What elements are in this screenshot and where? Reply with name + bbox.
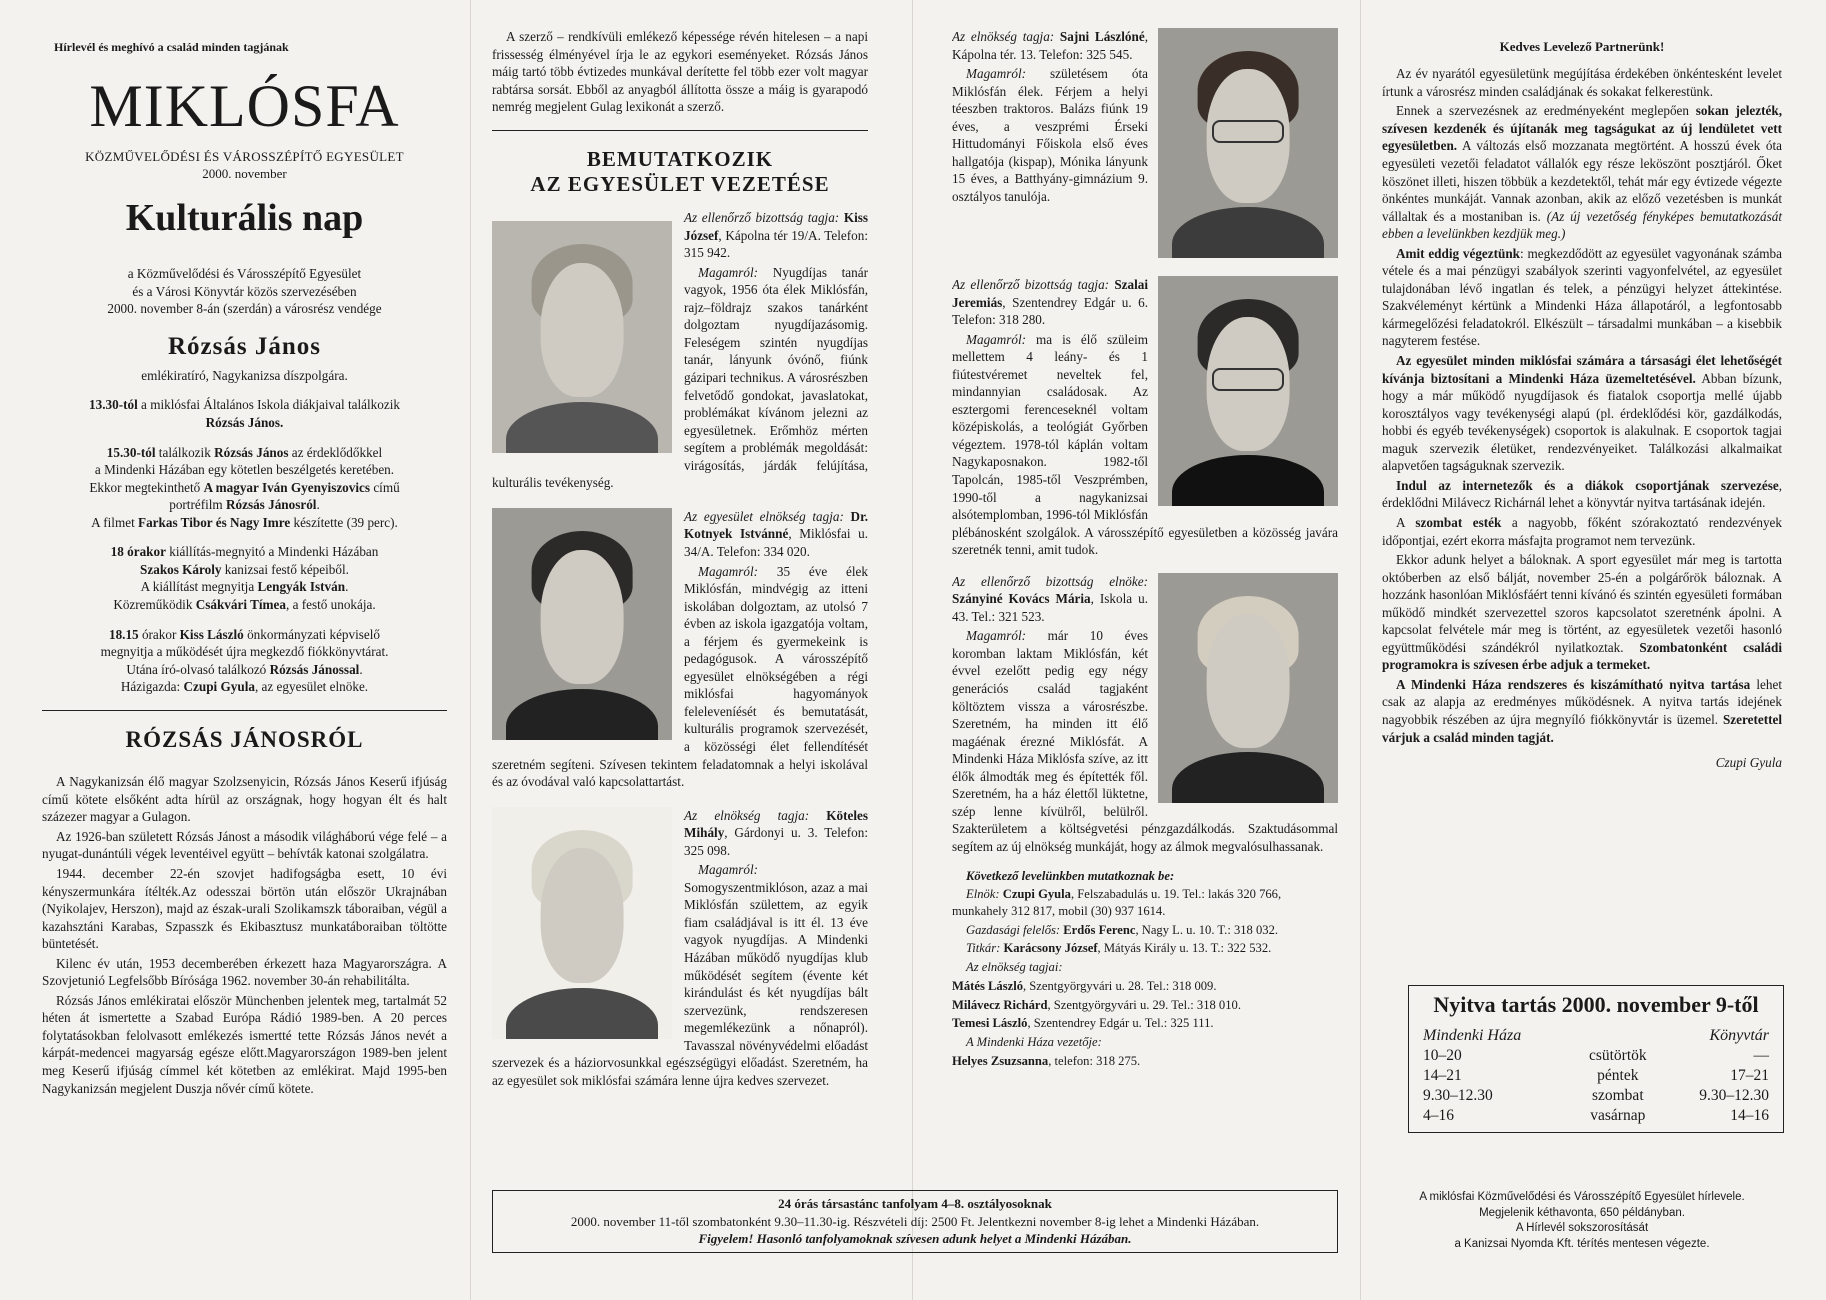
opening-hours-box xyxy=(1408,985,1784,1133)
member-profile: Az ellenőrző bizottság elnöke: Szányiné Kovács Mária, Iskola u. 43. Tel.: 321 523. Magamról: már 10 éves koromban laktam Miklósfán, két évvel ezelőtt pedig egy négy generációs család tagjaként költöztem vissza a városrészbe. Szeretném, ha minden itt élő magáénak érezné Miklósfát. A Mindenki Háza Miklósfa szíve, az itt élők álmodták meg és építették fől. Szeretném, ha a ház élettől lüktetne, szép lenne kívülről, belülről. Szakterületem a költségvetési pénzgazdálkodás. Szaktudásommal segítem az új elnökség munkáját, hogy az álmok megvalósulhassanak. xyxy=(952,573,1338,854)
member-photo xyxy=(1158,28,1338,258)
tagline: Hírlevél és meghívó a család minden tagjának xyxy=(54,40,289,54)
fold-line xyxy=(912,0,913,1300)
opening-hours-title: Nyitva tartás 2000. november 9-től xyxy=(1433,992,1759,1017)
table-row: 10–20 csütörtök — xyxy=(1423,1047,1769,1064)
signature: Czupi Gyula xyxy=(1715,755,1782,771)
organization-name: KÖZMŰVELŐDÉSI ÉS VÁROSSZÉPÍTŐ EGYESÜLET xyxy=(85,148,404,164)
about-heading: RÓZSÁS JÁNOSRÓL xyxy=(125,726,364,752)
program-item: 18.15 órakor Kiss László önkormányzati képviselő megnyitja a működését újra megkezdő fiókkönyvtárat. Utána író-olvasó találkozó Rózsás Jánossal. Házigazda: Czupi Gyula, az egyesület elnöke. xyxy=(100,626,389,695)
fold-line xyxy=(1360,0,1361,1300)
table-header: Mindenki Háza Könyvtár xyxy=(1423,1027,1769,1044)
member-photo xyxy=(1158,276,1338,506)
column-board-2 xyxy=(952,28,1338,1072)
member-photo xyxy=(492,508,672,740)
program-item: 13.30-tól a miklósfai Általános Iskola diákjaival találkozik Rózsás János. xyxy=(89,397,400,431)
divider xyxy=(492,130,868,131)
article-continuation: A szerző – rendkívüli emlékező képessége révén hitelesen – a napi frissesség élményével írja le az egykori eseményeket. Rózsás János máig tartó több évtizedes munkával derítette fel több ezer volt magyar rabtársa sorsát. Ebből az anyagból állította össze a máig is gyarapodó nemrég megjelent Gulag lexikonát a szerző. xyxy=(492,29,868,115)
member-profile: Az elnökség tagja: Köteles Mihály, Gárdonyi u. 3. Telefon: 325 098. Magamról: Somogyszentmiklóson, azaz a mai Miklósfán születtem, az egyik fiam családjával is itt él. 13 éve vagyok nyugdíjas. A Mindenki Házában működő nyugdíjas klub működését segítem (évente két kirándulást és két nyugdíjas bált szervezünk, rendszeresen megemlékezünk a nőnapról). Tavasszal növényvédelmi előadást szervezek és a háziorvosunkkal egészségügyi előadást. Szeretném, ha az egyesület sok miklósfai számára lenne újra kedves szervezet. xyxy=(492,807,868,1088)
member-profile: Az elnökség tagja: Sajni Lászlóné, Kápolna tér. 13. Telefon: 325 545. Magamról: születésem óta Miklósfán élek. Férjem a helyi téeszben traktoros. Balázs fiúnk 19 éves, a veszprémi Érseki Hittudományi Főiskola első éves hallgatója (kispap), Mónika lányunk 15 éves, a Batthyány-gimnázium 9. osztályos tanulója. xyxy=(952,28,1338,264)
masthead: MIKLÓSFA xyxy=(89,72,400,139)
member-profile: Az ellenőrző bizottság tagja: Szalai Jeremiás, Szentendrey Edgár u. 6. Telefon: 318 280. Magamról: ma is élő szüleim mellettem 4 leány- és 1 fiútestvéremet neveltek fel, mindannyian családosak. Az esztergomi ferenceseknél voltam középiskolás, a teológiát Győrben végeztem. 1978-tól káplán voltam Nagykaposnakon. 1982-től Tapolcán, 1985-től Veszprémben, 1990-től a nagykanizsai alsótemplomban, 1996-tól Miklósfán plébánosként szolgálok. A városszépítő egyesületben a közösség javára szeretnék tenni, amit tudok. xyxy=(952,277,1338,558)
guest-description: emlékiratíró, Nagykanizsa díszpolgára. xyxy=(141,367,348,383)
member-profile: Az ellenőrző bizottság tagja: Kiss József, Kápolna tér 19/A. Telefon: 315 942. Magamról: Nyugdíjas tanár vagyok, 1956 óta élek Miklósfán, rajz–földrajz szakos tanárként dolgoztam nyugdíjazásomig. Feleségem szintén nyugdíjas tanár, lányunk óvónő, fiúnk gázipari technikus. A városrészben felvetődő gondokat, javaslatokat, problémákat kívánom jelezni az egyesületnek. Erőmhöz mérten segítem a problémák megoldását: virágosítás, járdák felújítása, kulturális tevékenység. xyxy=(492,210,868,491)
about-text: A Nagykanizsán élő magyar Szolzsenyicin, Rózsás János Keserű ifjúság című kötete elsőként adta hírül az országnak, hogy hogyan élt és halt százezer magyar a Gulagon. Az 1926-ban született Rózsás Jánost a második világháború vége felé – a nyugat-dunántúli végek leventéivel együtt – behívták katonai szolgálatra. 1944. december 22-én szovjet hadifogságba esett, 10 évi kényszermunkára ítélték.Az odesszai börtön után először Ukrajnában (Nyikolajev, Herszon), majd az észak-urali Szolikamszk táboraiban, végül a kazahsztáni Karabas, Szpasszk és Ekibasztusz munkatáboraiban töltötte büntetését. Kilenc év után, 1953 decemberében érkezett haza Magyarországra. A Szovjetunió Legfelsőbb Bírósága 1962. november 30-án rehabilitálta. Rózsás János emlékiratai először Münchenben jelentek meg, tartalmát 52 héten át ismertette a Szabad Európa Rádió 1989-ben. A 20 perces folytatásokban felolvasott emlékezés ismertté tette Rózsás János nevét a kárpát-medencei magyarság egésze előtt.Magyarországon 1989-ben jelent meg Keserű ifjúság címmel két kötetben az emlékirat. Majd 1995-ben Nagykanizsán megjelent Duszja nővér című kötete. xyxy=(42,774,447,1096)
program-item: 15.30-tól találkozik Rózsás János az érdeklődőkkel a Mindenki Házában egy kötetlen beszélgetés keretében. Ekkor megtekinthető A magyar Iván Gyenyiszovics című portréfilm Rózsás Jánosról. A filmet Farkas Tibor és Nagy Imre készítette (39 perc). xyxy=(89,444,400,530)
program-item: 18 órakor kiállítás-megnyitó a Mindenki Házában Szakos Károly kanizsai festő képeiből. A kiállítást megnyitja Lengyák István. Közreműködik Csákvári Tímea, a festő unokája. xyxy=(110,544,379,612)
fold-line xyxy=(470,0,471,1300)
section-heading: BEMUTATKOZIK AZ EGYESÜLET VEZETÉSE xyxy=(530,146,830,196)
member-photo xyxy=(492,807,672,1039)
column-front-page xyxy=(42,28,447,1099)
next-issue-list: Következő levelünkben mutatkoznak be: Elnök: Czupi Gyula, Felszabadulás u. 19. Tel.: lakás 320 766, munkahely 312 817, mobil (30) 937 1614. Gazdasági felelős: Erdős Ferenc, Nagy L. u. 10. T.: 318 032. Titkár: Karácsony József, Mátyás Király u. 13. T.: 322 532. Az elnökség tagjai: Mátés László, Szentgyörgyvári u. 28. Tel.: 318 009. Milávecz Richárd, Szentgyörgyvári u. 29. Tel.: 318 010. Temesi László, Szentendrey Edgár u. Tel.: 325 111. A Mindenki Háza vezetője: Helyes Zsuzsanna, telefon: 318 275. xyxy=(952,868,1282,1068)
opening-hours-table xyxy=(1423,1026,1769,1126)
course-details: 2000. november 11-től szombatonként 9.30–11.30-ig. Részvételi díj: 2500 Ft. Jelentkezni november 8-ig lehet a Mindenki Házában. xyxy=(570,1213,1260,1229)
table-row: 4–16 vasárnap 14–16 xyxy=(1423,1107,1769,1124)
column-board-1 xyxy=(492,28,868,1091)
member-photo xyxy=(492,221,672,453)
publication-footer: A miklósfai Közművelődési és Városszépítő Egyesület hírlevele. Megjelenik kéthavonta, 650 példányban. A Hírlevél sokszorosítását a Kanizsai Nyomda Kft. térítés mentesen végezte. xyxy=(1419,1191,1745,1250)
course-title: 24 órás társastánc tanfolyam 4–8. osztályosoknak xyxy=(778,1196,1052,1211)
guest-name: Rózsás János xyxy=(168,332,321,360)
course-note: Figyelem! Hasonló tanfolyamoknak szívesen adunk helyet a Mindenki Házában. xyxy=(698,1231,1132,1247)
column-letter: Kedves Levelező Partnerünk! Az év nyarától egyesületünk megújítása érdekében önkéntesként levelet írtunk a városrész minden családjának és sokakat felkerestünk. Ennek a szervezésnek az eredményeként meglepően sokan jelezték, szívesen kezdenék és újítanák meg tagságukat az új lendületet vett egyesületben. A változás első mozzanata megtörtént. A hosszú évek óta egyesületi vezetői feladatot vállalók egy része leköszönt posztjáról. Őket köszönet illeti, hiszen többük a kezdetektől, tehát már egy évtizede végezte önkéntes munkáját. Vannak azonban, akik az előző vezetésben is munkát vállaltak és a mostaniban is. (Az új vezetőség fényképes bemutatkozását ebben a levelünkben kezdjük meg.) Amit eddig végeztünk: megkezdődött az egyesület vagyonának számba vétele és a mai pénzügyi szabályok szerinti vagyonfelvétel, az egyesület tulajdonában lévő ingatlan és telek, a pénzügyi helyzet áttekintése. Szakvéleményt kértünk a Mindenki Háza állapotáról, a legfontosabb kármegelőzési feladatokról. Elkészült – társadalmi munkában – a kisebbik nagyterem festése. Az egyesület minden miklósfai számára a társasági élet lehetőségét kívánja biztosítani a Mindenki Háza üzemeltetésével. Abban bízunk, hogy a már működő nyugdíjasok és fiatalok csoportja mellé újabb korosztályos vagy tevékenységi alapú (pl. érdeklődési kör, gazdálkodás, hobbi és egyéb tevékenységek) csoportok is alakulnak. E csoportok tagjai maguk szervezik életüket, rendezvényeiket. Találkozási alkalmaikat alapvetően tagságuknak szervezik. Indul az internetezők és a diákok csoportjának szervezése, érdeklődni Milávecz Richárnál lehet a könyvtár nyitva tartásának idején. A szombat esték a nagyobb, főként szórakoztató rendezvények időpontjai, ezért ekorra másfajta programot nem tervezünk. Ekkor adunk helyet a báloknak. A sport egyesület már meg is tartotta októberben az első bálját, november 25-én a polgárőrök báloznak. A hozzánk hasonlóan Miklósfáért tenni kívánó és szintén egyesületi formában működő mindkét szervezettel szoros kapcsolatot szeretnénk ápolni. A kapcsolat felvétele már meg is történt, az egyesületek vezetői hasonló együttműködési szándékról nyilatkoztak. Szombatonként családi programokra is szívesen érbe adjuk a termeket. A Mindenki Háza rendszeres és kiszámítható nyitva tartása lehet csak az alapja az eredményes működésnek. A nyitva tartás idejének nagyobbik részében az újra megnyíló fiókkönyvtár is üzemel. Szeretettel várjuk a család minden tagját. Czupi Gyula xyxy=(1382,39,1783,771)
issue-date: 2000. november xyxy=(202,166,287,182)
letter-greeting: Kedves Levelező Partnerünk! xyxy=(1499,39,1665,54)
member-photo xyxy=(1158,573,1338,803)
table-row: 9.30–12.30 szombat 9.30–12.30 xyxy=(1423,1087,1769,1104)
dance-course-notice xyxy=(492,1190,1338,1253)
divider xyxy=(42,710,447,711)
event-intro: a Közművelődési és Városszépítő Egyesület és a Városi Könyvtár közös szervezésében 2000. november 8-án (szerdán) a városrész vendége xyxy=(107,266,382,317)
member-profile: Az egyesület elnökség tagja: Dr. Kotnyek Istvánné, Miklósfai u. 34/A. Telefon: 334 020. Magamról: 35 éve élek Miklósfán, mindvégig az itteni iskolában dolgoztam, az utolsó 7 évben az iskola igazgatója voltam, a férjem és gyermekeink is pedagógusok. A városszépítő egyesület elnökségében a régi miklósfai hagyományok feleleveníését és bemutatását, kulturális programok szervezését, a közösségi élet fellendítését szeretném segíteni. Szívesen tekintem feladatomnak a helyi iskolával és az óvodával való kapcsolattartást. xyxy=(492,508,868,790)
table-row: 14–21 péntek 17–21 xyxy=(1423,1067,1769,1084)
event-title: Kulturális nap xyxy=(125,196,364,239)
